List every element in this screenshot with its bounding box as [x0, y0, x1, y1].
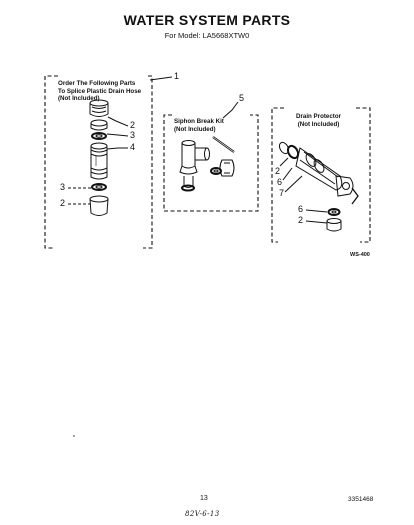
- callout-protector-6a: 6: [277, 177, 283, 187]
- callout-leader-5: [223, 102, 238, 118]
- leader-protector-2a: [280, 158, 288, 166]
- siphon-clamp: [211, 168, 221, 174]
- callout-protector-2b: 2: [298, 215, 304, 225]
- callout-hose-2b: 2: [60, 198, 66, 208]
- hose-ring-upper: [91, 120, 107, 130]
- callout-1: 1: [174, 71, 180, 81]
- model-subtitle: For Model: LA5668XTW0: [164, 31, 250, 40]
- hose-cap-lower: [90, 196, 108, 216]
- drain-protector-body: [278, 141, 358, 204]
- callout-hose-3: 3: [130, 130, 136, 140]
- callout-protector-6b: 6: [298, 204, 304, 214]
- siphon-break-label-line2: (Not Included): [174, 125, 216, 133]
- callout-5: 5: [239, 93, 245, 103]
- drain-protector-label-line1: Drain Protector: [296, 113, 342, 120]
- drain-hose-label-line2: To Splice Plastic Drain Hose: [58, 87, 142, 95]
- siphon-break-label: [174, 118, 224, 133]
- drain-protector-clamp: [329, 209, 340, 215]
- callout-hose-2: 2: [130, 120, 136, 130]
- leader-protector-6a: [283, 168, 292, 180]
- hose-connector-tube: [91, 143, 107, 179]
- siphon-break-label-line1: Siphon Break Kit: [174, 118, 224, 125]
- hose-clamp-upper: [92, 133, 106, 139]
- leader-protector-7: [285, 176, 302, 192]
- siphon-tee: [180, 141, 210, 188]
- drain-protector-label-line2: (Not Included): [297, 120, 340, 128]
- callout-protector-7: 7: [279, 188, 285, 198]
- drain-hose-label: [58, 80, 141, 103]
- leader-protector-6b: [306, 210, 327, 212]
- leader-hose-2: [108, 117, 128, 126]
- drain-hose-label-line1: Order The Following Parts: [58, 80, 136, 87]
- callout-hose-4: 4: [130, 142, 136, 152]
- leader-protector-2b: [306, 221, 327, 223]
- siphon-cap: [220, 160, 234, 176]
- page-number: 13: [200, 495, 208, 502]
- callout-protector-2a: 2: [275, 166, 281, 176]
- leader-hose-3: [107, 134, 128, 136]
- page-title: WATER SYSTEM PARTS: [123, 12, 291, 28]
- drain-protector-cap: [327, 219, 341, 232]
- drain-hose-label-line3: (Not Included): [58, 95, 100, 103]
- siphon-rod: [213, 137, 234, 152]
- handwritten-note: 82V-6-13: [185, 510, 220, 518]
- document-number: 3351468: [348, 496, 374, 503]
- callout-hose-3b: 3: [60, 182, 66, 192]
- callout-leader-1: [150, 77, 172, 80]
- diagram-code: WS-400: [350, 252, 370, 258]
- hose-clamp-lower: [92, 184, 106, 190]
- leader-hose-4: [107, 148, 128, 149]
- drain-protector-label: [296, 113, 341, 128]
